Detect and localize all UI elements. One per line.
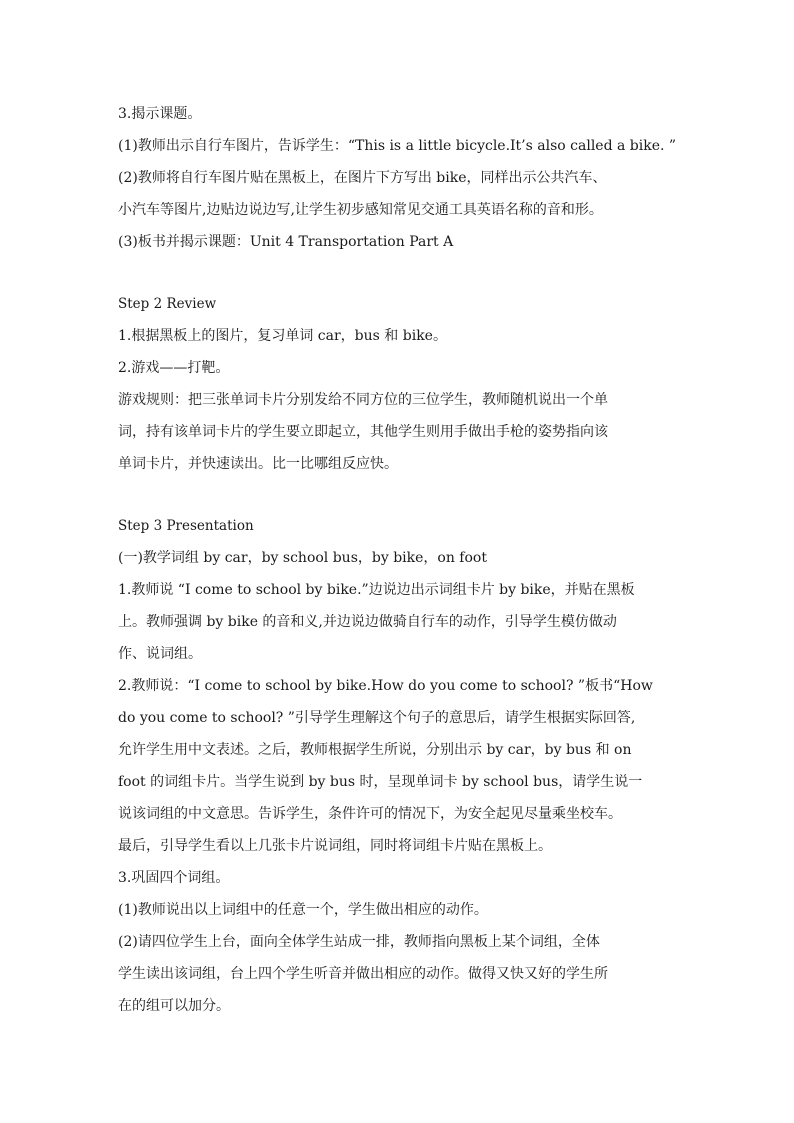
- paragraph-line: 允许学生用中文表述。之后，教师根据学生所说，分别出示 by car，by bus 和 on: [118, 742, 632, 758]
- paragraph-line: 词，持有该单词卡片的学生要立即起立，其他学生则用手做出手枪的姿势指向该: [118, 424, 608, 440]
- paragraph-line: 1.根据黑板上的图片，复习单词 car，bus 和 bike。: [118, 328, 447, 344]
- paragraph-line: (1)教师说出以上词组中的任意一个，学生做出相应的动作。: [118, 902, 488, 918]
- paragraph-line: 小汽车等图片,边贴边说边写,让学生初步感知常见交通工具英语名称的音和形。: [118, 202, 603, 218]
- paragraph-line: (3)板书并揭示课题：Unit 4 Transportation Part A: [118, 234, 454, 250]
- section-spacer: [118, 258, 688, 288]
- paragraph-line: 游戏规则：把三张单词卡片分别发给不同方位的三位学生，教师随机说出一个单: [118, 392, 608, 408]
- paragraph-line: (2)教师将自行车图片贴在黑板上，在图片下方写出 bike，同样出示公共汽车、: [118, 170, 607, 186]
- paragraph-line: foot 的词组卡片。当学生说到 by bus 时，呈现单词卡 by school bus，请学生说一: [118, 774, 643, 790]
- paragraph-line: 2.教师说：“I come to school by bike.How do you come to school? ”板书“How: [118, 678, 653, 694]
- paragraph-line: (一)教学词组 by car，by school bus，by bike，on foot: [118, 550, 487, 566]
- paragraph-line: (2)请四位学生上台，面向全体学生站成一排，教师指向黑板上某个词组，全体: [118, 934, 600, 950]
- step2-heading: Step 2 Review: [118, 296, 217, 312]
- paragraph-line: 上。教师强调 by bike 的音和义,并边说边做骑自行车的动作，引导学生模仿做动: [118, 614, 617, 630]
- paragraph-line: (1)教师出示自行车图片，告诉学生：“This is a little bicycle.It’s also called a bike. ”: [118, 138, 677, 154]
- paragraph-line: 2.游戏——打靶。: [118, 360, 230, 376]
- paragraph-line: 作、说词组。: [118, 646, 202, 662]
- step3-heading: Step 3 Presentation: [118, 518, 254, 534]
- paragraph-line: 最后，引导学生看以上几张卡片说词组，同时将词组卡片贴在黑板上。: [118, 838, 552, 854]
- paragraph-line: 3.揭示课题。: [118, 106, 202, 122]
- paragraph-line: 3.巩固四个词组。: [118, 870, 230, 886]
- section-spacer: [118, 480, 688, 510]
- paragraph-line: 在的组可以加分。: [118, 998, 230, 1014]
- paragraph-line: 学生读出该词组，台上四个学生听音并做出相应的动作。做得又快又好的学生所: [118, 966, 608, 982]
- paragraph-line: 1.教师说 “I come to school by bike.”边说边出示词组卡片 by bike，并贴在黑板: [118, 582, 635, 598]
- paragraph-line: do you come to school? ”引导学生理解这个句子的意思后，请学生根据实际回答,: [118, 710, 636, 726]
- paragraph-line: 说该词组的中文意思。告诉学生，条件许可的情况下，为安全起见尽量乘坐校车。: [118, 806, 622, 822]
- document-body: [118, 98, 688, 1022]
- paragraph-line: 单词卡片，并快速读出。比一比哪组反应快。: [118, 456, 398, 472]
